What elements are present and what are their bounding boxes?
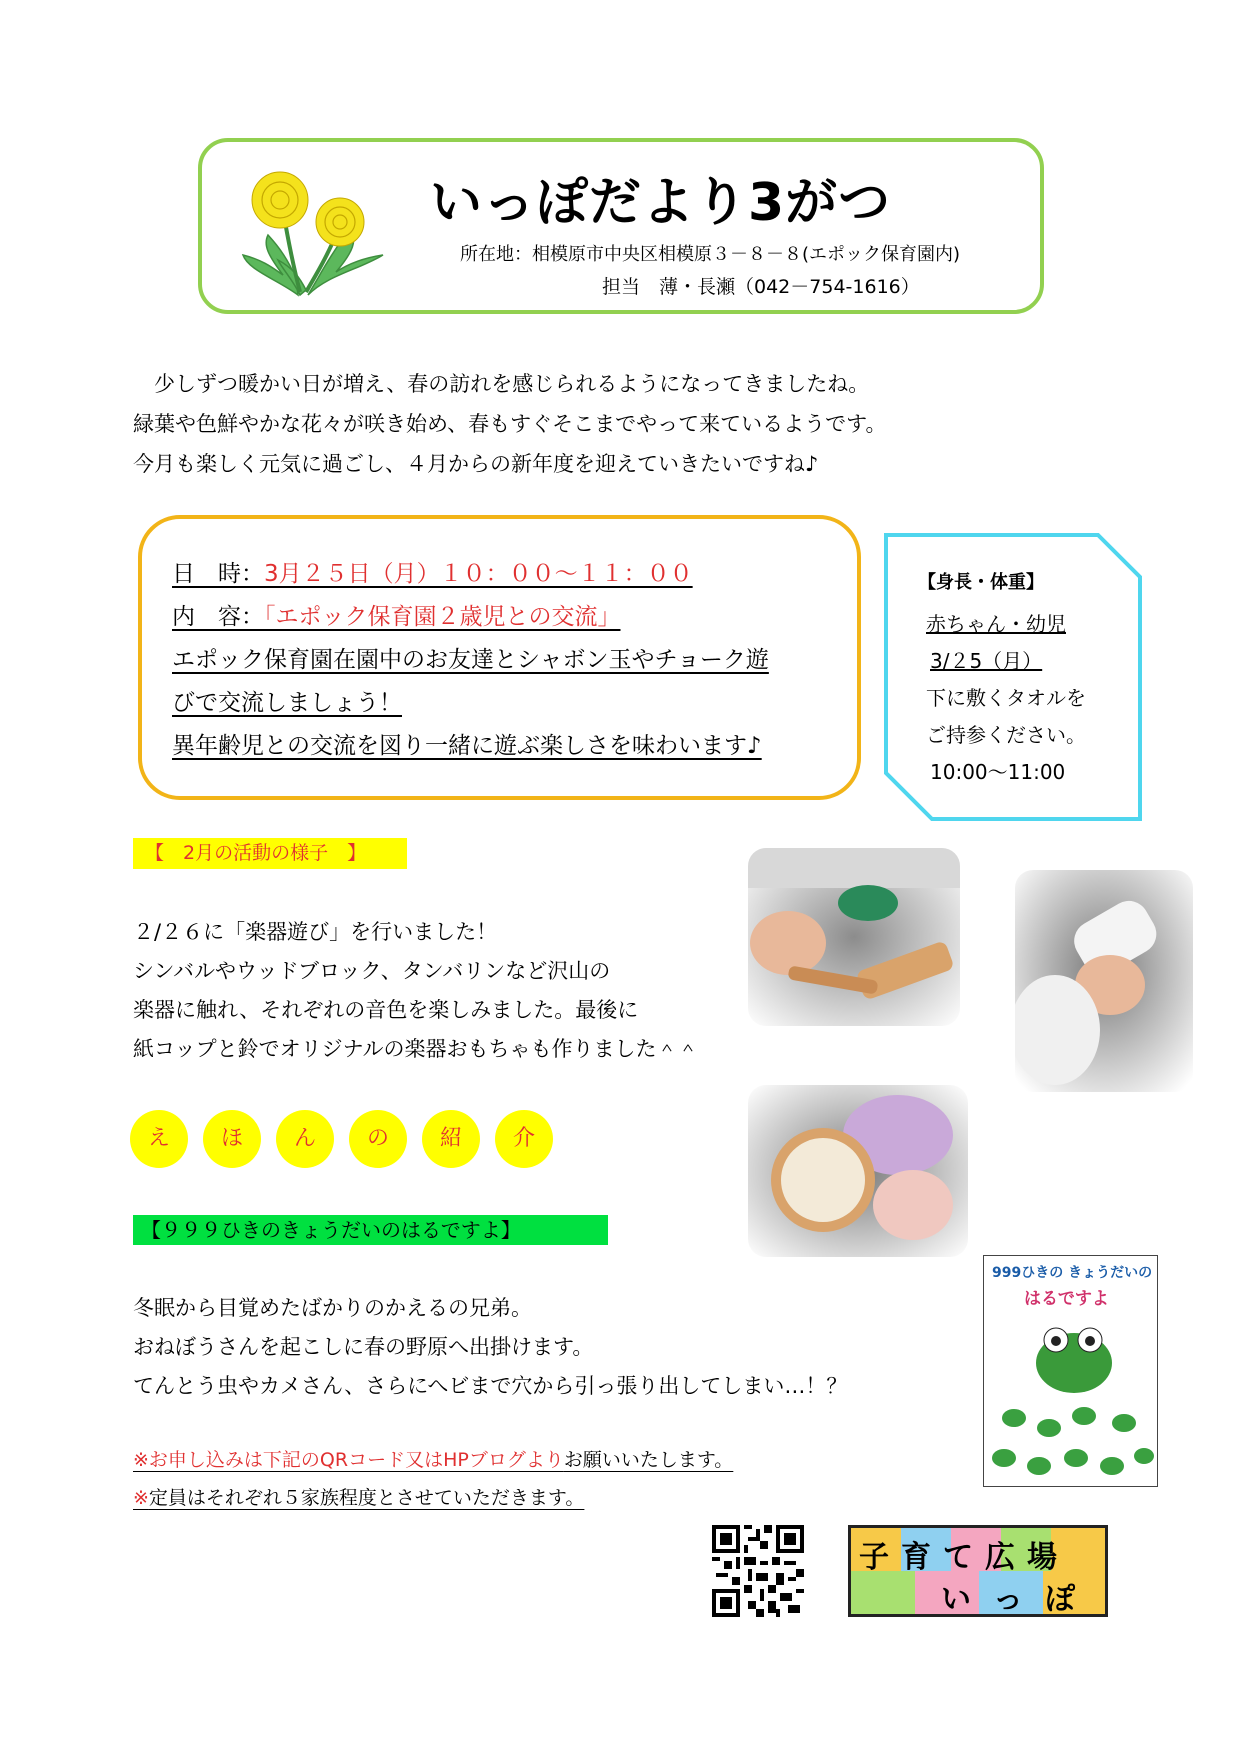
event-date-value: 3月２５日（月）１０：００～１１：００ — [264, 561, 693, 587]
event-desc-3: 異年齢児との交流を図り一緒に遊ぶ楽しさを味わいます♪ — [172, 733, 762, 759]
measure-note-2: ご持参ください。 — [926, 723, 1086, 747]
photo-paper-cup — [1015, 870, 1193, 1092]
activity-line-1: ２/２６に「楽器遊び」を行いました！ — [133, 920, 498, 944]
measure-note-1: 下に敷くタオルを — [926, 686, 1086, 710]
event-desc-2: びで交流しましょう！ — [172, 690, 402, 716]
book-line-1: 冬眠から目覚めたばかりのかえるの兄弟。 — [133, 1296, 532, 1320]
note-application-black: お願いいたします。 — [563, 1449, 734, 1471]
logo-char-i: い — [941, 1582, 971, 1617]
page-title: いっぽだより3がつ — [430, 173, 892, 233]
logo-char-ko: 子 — [859, 1540, 889, 1575]
frog-illustration — [984, 1308, 1157, 1486]
address-text: 所在地：相模原市中央区相模原３－８－８(エポック保育園内) — [460, 244, 961, 265]
measure-date: 3/２5（月） — [930, 649, 1043, 673]
logo-char-iku: 育 — [901, 1540, 931, 1575]
note-capacity-black: 定員はそれぞれ５家族程度とさせていただきます。 — [148, 1487, 585, 1509]
measure-time: 10:00～11:00 — [930, 760, 1066, 784]
logo-char-ba: 場 — [1027, 1540, 1057, 1575]
book-cover-title-1: 999ひきの きょうだいの — [992, 1265, 1153, 1281]
book-line-3: てんとう虫やカメさん、さらにへビまで穴から引っ張り出してしまい…！？ — [133, 1374, 848, 1398]
logo-char-po: ぽ — [1045, 1582, 1075, 1617]
intro-line-3: 今月も楽しく元気に過ごし、４月からの新年度を迎えていきたいですね♪ — [133, 452, 819, 476]
ehon-circle-4: の — [349, 1110, 407, 1168]
activity-line-3: 楽器に触れ、それぞれの音色を楽しみました。最後に — [133, 998, 639, 1022]
contact-text: 担当 薄・長瀬（042－754-1616） — [602, 276, 920, 298]
ehon-circle-2: ほ — [203, 1110, 261, 1168]
book-cover-title-2: はるですよ — [1024, 1289, 1109, 1309]
activity-heading: 【 2月の活動の様子 】 — [133, 838, 407, 869]
note-application — [133, 1445, 733, 1472]
event-content — [172, 598, 621, 631]
qr-code[interactable] — [712, 1525, 804, 1617]
event-date — [172, 555, 693, 588]
measure-target: 赤ちゃん・幼児 — [926, 612, 1066, 636]
event-content-label: 内 容： — [172, 604, 264, 630]
activity-line-2: シンバルやウッドブロック、タンバリンなど沢山の — [133, 959, 611, 983]
logo-char-small-tsu: っ — [993, 1582, 1023, 1617]
intro-line-2: 緑葉や色鮮やかな花々が咲き始め、春もすぐそこまでやって来ているようです。 — [133, 412, 887, 436]
logo-char-hiro: 広 — [985, 1540, 1015, 1575]
note-capacity-red: ※ — [133, 1487, 149, 1509]
photo-tambourine — [748, 1085, 968, 1257]
ehon-circle-5: 紹 — [422, 1110, 480, 1168]
book-heading: 【９９９ひきのきょうだいのはるですよ】 — [133, 1215, 608, 1245]
ehon-circle-1: え — [130, 1110, 188, 1168]
event-content-value: 「エポック保育園２歳児との交流」 — [264, 604, 621, 630]
event-date-label: 日 時： — [172, 561, 264, 587]
measure-title: 【身長・体重】 — [918, 572, 1044, 593]
photo-wood-block — [748, 848, 960, 1026]
dandelion-illustration — [238, 160, 388, 300]
note-capacity — [133, 1483, 584, 1510]
intro-line-1: 少しずつ暖かい日が増え、春の訪れを感じられるようになってきましたね。 — [133, 372, 870, 396]
logo-char-te: て — [943, 1540, 973, 1575]
kosodate-hiroba-ippo-logo — [848, 1525, 1108, 1617]
note-application-red: ※お申し込みは下記のQRコード又はHPブログより — [133, 1449, 564, 1471]
ehon-circle-3: ん — [276, 1110, 334, 1168]
book-line-2: おねぼうさんを起こしに春の野原へ出掛けます。 — [133, 1335, 594, 1359]
event-desc-1: エポック保育園在園中のお友達とシャボン玉やチョーク遊 — [172, 647, 769, 673]
activity-line-4: 紙コップと鈴でオリジナルの楽器おもちゃも作りました＾＾ — [133, 1037, 699, 1061]
ehon-circle-6: 介 — [495, 1110, 553, 1168]
book-cover — [983, 1255, 1158, 1487]
